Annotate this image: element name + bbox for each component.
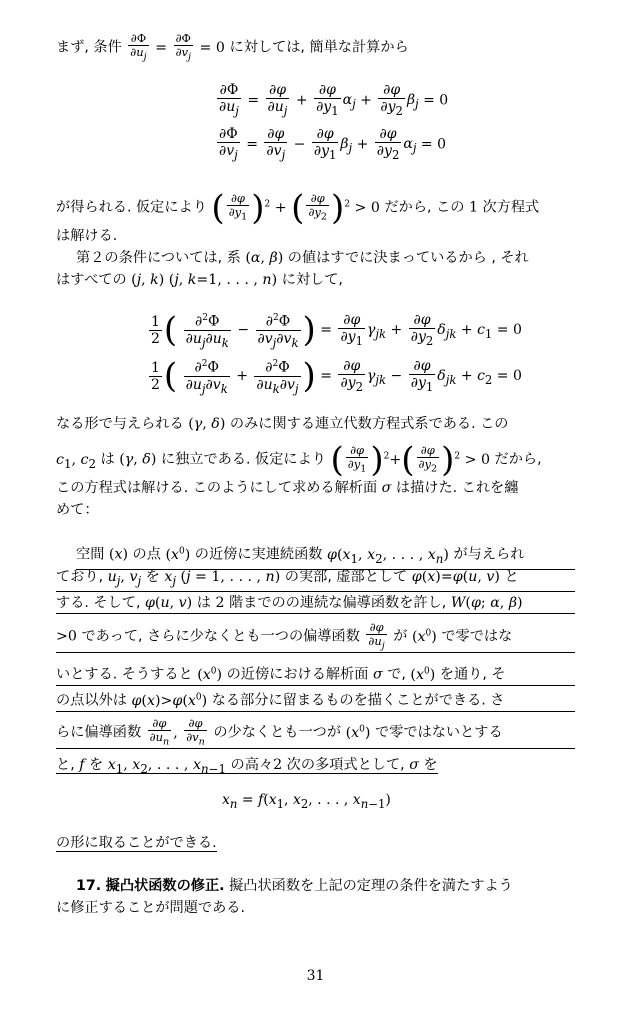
equation: $\frac{\partial\Phi}{\partial v_j}$ = $\frac{\partial\varphi}{\partial v_j}$ − $\frac{\partial\varphi}{\partial y_1}$ $\beta_j$ + $\frac{\partial\varphi}{\partial y_2}$ $\alpha_j = 0$ <box>219 126 446 162</box>
text-span: 次の多項式として, <box>286 757 405 773</box>
text-span: に修正することが問題である. <box>56 900 245 916</box>
text-span: 第２の条件については, 系 <box>76 250 241 266</box>
equation: $\frac{1}{2}$ ( $\frac{\partial^2\Phi}{\partial u_j\partial u_k}$ − $\frac{\partial^2\Phi}{\partial v_j\partial v_k}$ ) = $\frac{\partial\varphi}{\partial y_1}$ $\gamma_{jk}$ + $\frac{\partial\varphi}{\partial y_2}$ $\delta_{jk} + c_1 = 0$ <box>151 310 522 351</box>
text-span: 空間 <box>76 546 105 563</box>
text-span: めて： <box>56 502 99 518</box>
text-span: らに偏導函数 <box>56 724 142 741</box>
text-span: はすべての <box>56 272 127 288</box>
text-span: いとする. そうすると <box>56 666 193 683</box>
text-span: なる部分に留まるものを描くことができる. さ <box>211 692 505 709</box>
text-line: なる形で与えられる (γ, δ) のみに関する連立代数方程式系である. この <box>56 416 509 432</box>
text-span: と <box>504 569 519 585</box>
text-line <box>56 226 575 246</box>
text-span: で零ではな <box>441 628 513 645</box>
text-span: を <box>89 757 104 773</box>
text-span: が <box>393 628 408 645</box>
text-span: が与えられ <box>453 546 525 563</box>
text-span: の点以外は <box>56 692 127 709</box>
theorem-line: と, f を $x_1$, $x_2$, . . . , $x_{n-1}$ の高々2 次の多項式として, σ を <box>56 757 438 776</box>
text-span: の値はすでに決まっているから , それ <box>287 250 529 266</box>
text-line: 第２の条件については, 系 (α, β) の値はすでに決まっているから , それ <box>76 250 529 266</box>
text-span: は解ける. <box>56 228 118 244</box>
text-span: まず, 条件 <box>56 39 122 56</box>
text-span: に独立である. 仮定により <box>160 451 326 468</box>
text-span: は描けた. これを纏 <box>395 480 519 496</box>
text-span: を通り, そ <box>439 666 506 683</box>
theorem-line: 空間 (x) の点 $(x^0)$ の近傍に実連続函数 $\varphi(x_1$, $x_2$, . . . , $x_n$) が与えられ <box>76 541 575 570</box>
theorem-line <box>56 833 575 853</box>
text-span: の近傍に実連続函数 <box>194 546 323 563</box>
theorem-line: ており, $u_j$, $v_j$ を $x_j$ (j = 1, . . . , n) の実部, 虚部として φ(x)=φ(u, v) と <box>56 567 575 592</box>
text-span: 17. <box>76 878 102 894</box>
text-span: なる形で与えられる <box>56 416 184 432</box>
text-span: は <box>196 595 211 611</box>
text-span: で, <box>387 666 406 683</box>
text-span: ており, <box>56 569 104 585</box>
text-line: が得られる. 仮定により ( $\frac{\partial\varphi}{\partial y_1}$ )$^2$ + ( $\frac{\partial\varphi}{\partial y_2}$ )$^2$ > 0 だから, この 1 次方程式 <box>56 187 540 228</box>
text-span: に対して, <box>281 272 343 288</box>
text-span: の実部, 虚部として <box>284 569 408 585</box>
text-span: 擬凸状函数の修正. <box>105 878 225 894</box>
text-span: の少なくとも一つが <box>213 724 342 741</box>
section-heading <box>76 876 575 896</box>
text-line: はすべての (j, k) (j, k=1, . . . , n) に対して, <box>56 272 343 288</box>
equation: $x_n = f(x_1$, $x_2$, . . . , $x_{n-1}$) <box>222 792 391 811</box>
text-span: を <box>423 757 438 773</box>
text-span: が得られる. 仮定により <box>56 199 207 216</box>
text-span: は <box>100 451 115 468</box>
text-span: であって, さらに少なくとも一つの偏導函数 <box>81 628 360 645</box>
page-number: 31 <box>306 968 325 984</box>
text-span: と, <box>56 757 75 773</box>
text-span: に対しては, 簡単な計算から <box>229 39 409 56</box>
equation: $\frac{\partial\Phi}{\partial u_j}$ = $\frac{\partial\varphi}{\partial u_j}$ + $\frac{\partial\varphi}{\partial y_1}$ $\alpha_j$ + $\frac{\partial\varphi}{\partial y_2}$ $\beta_j = 0$ <box>219 82 449 118</box>
text-span: 階までのの連続な偏導函数を許し, <box>228 595 447 611</box>
text-line: まず, 条件 $\frac{\partial\Phi}{\partial u_j}$ = $\frac{\partial\Phi}{\partial v_j}$ = 0 に対しては, 簡単な計算から <box>56 31 409 63</box>
theorem-line: らに偏導函数 $\frac{\partial\varphi}{\partial u_n}$ , $\frac{\partial\varphi}{\partial v_n}$ の少なくとも一つが $(x^0)$ で零ではないとする <box>56 717 575 749</box>
text-span: 擬凸状函数を上記の定理の条件を満たすよう <box>229 878 513 894</box>
text-span: 次方程式 <box>482 199 540 216</box>
text-span: のみに関する連立代数方程式系である. この <box>229 416 509 432</box>
theorem-line: する. そして, φ(u, v) は 2 階までのの連続な偏導函数を許し, W(φ; α, β) <box>56 593 575 614</box>
text-line <box>56 500 575 520</box>
theorem-line: の点以外は $\varphi(x)>\varphi(x^0)$ なる部分に留まるものを描くことができる. さ <box>56 687 575 712</box>
text-span: で零ではないとする <box>374 724 503 741</box>
text-span: の点 <box>132 546 161 563</box>
text-span: の形に取ることができる. <box>56 835 217 851</box>
text-span: の高々 <box>230 757 274 773</box>
text-line: この方程式は解ける. このようにして求める解析面 σ は描けた. これを纏 <box>56 480 519 496</box>
theorem-line: >0 であって, さらに少なくとも一つの偏導函数 $\frac{\partial\varphi}{\partial u_j}$ が $(x^0)$ で零ではな <box>56 621 575 653</box>
text-span: する. そして, <box>56 595 141 611</box>
text-span: だから, この <box>384 199 465 216</box>
text-span: の近傍における解析面 <box>226 666 369 683</box>
text-span: この方程式は解ける. このようにして求める解析面 <box>56 480 378 496</box>
theorem-line: いとする. そうすると $(x^0)$ の近傍における解析面 σ で, $(x^0)$ を通り, そ <box>56 661 575 686</box>
text-line <box>56 898 575 918</box>
text-span: だから, <box>494 451 542 468</box>
text-span: を <box>145 569 160 585</box>
text-line: $c_1$, $c_2$ は (γ, δ) に独立である. 仮定により ( $\frac{\partial\varphi}{\partial y_1}$ )$^2$+( $\frac{\partial\varphi}{\partial y_2}$ )$^2$ > 0 だから, <box>56 439 542 480</box>
equation: $\frac{1}{2}$ ( $\frac{\partial^2\Phi}{\partial u_j\partial v_k}$ + $\frac{\partial^2\Phi}{\partial u_k\partial v_j}$ ) = $\frac{\partial\varphi}{\partial y_2}$ $\gamma_{jk}$ − $\frac{\partial\varphi}{\partial y_1}$ $\delta_{jk} + c_2 = 0$ <box>151 356 522 397</box>
